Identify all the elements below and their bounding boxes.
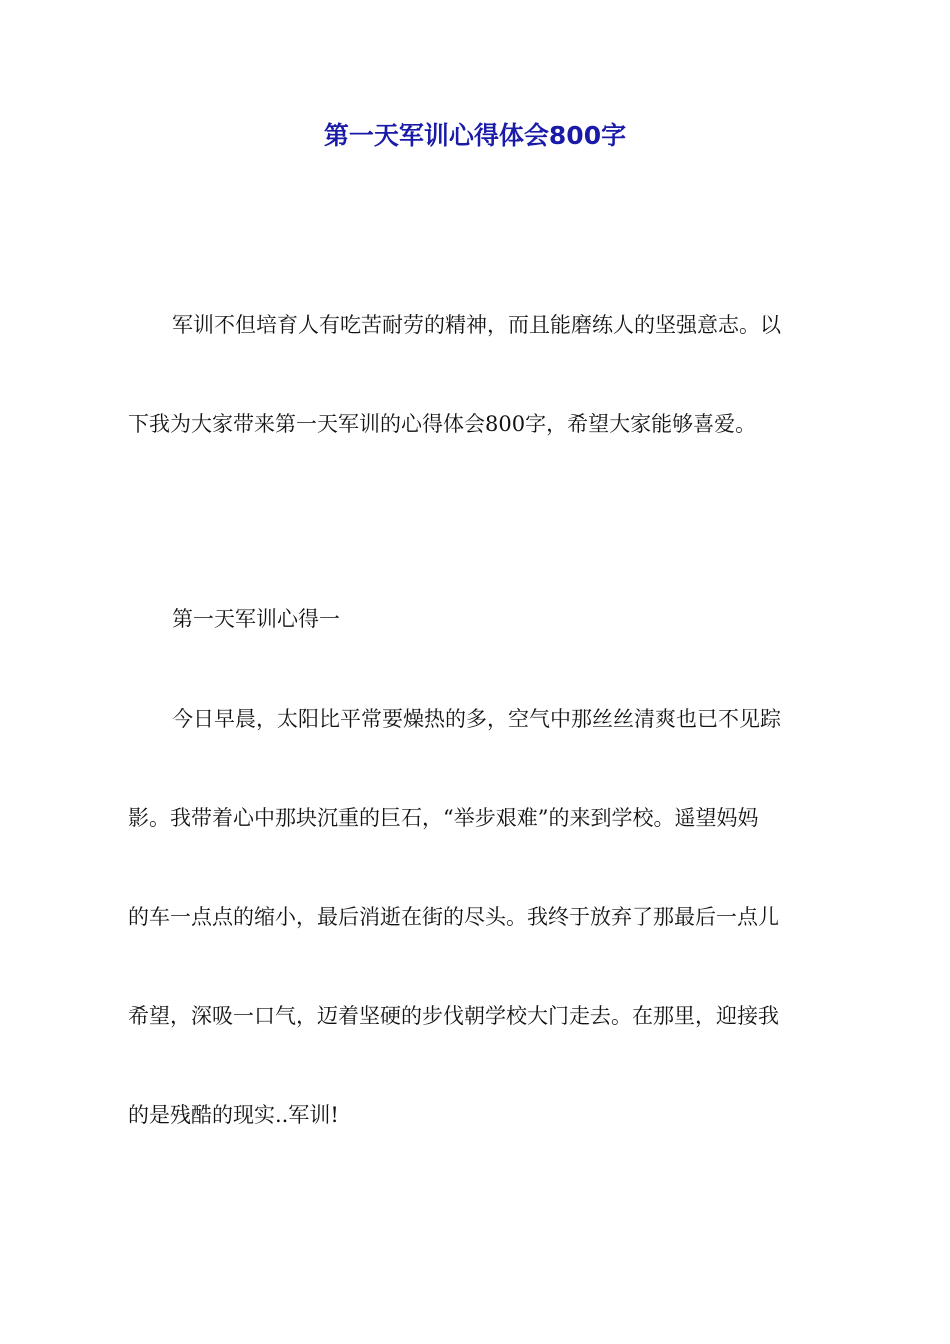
document-title: 第一天军训心得体会800字 xyxy=(323,121,627,150)
section-line-2: 影。我带着心中那块沉重的巨石，“举步艰难”的来到学校。遥望妈妈 xyxy=(128,806,759,830)
intro-line-2: 下我为大家带来第一天军训的心得体会800字，希望大家能够喜爱。 xyxy=(128,412,757,436)
section-line-4: 希望，深吸一口气，迈着坚硬的步伐朝学校大门走去。在那里，迎接我 xyxy=(128,1004,779,1028)
section-line-1: 今日早晨，太阳比平常要燥热的多，空气中那丝丝清爽也已不见踪 xyxy=(172,707,781,731)
section-paragraph xyxy=(128,670,828,1165)
intro-line-1: 军训不但培育人有吃苦耐劳的精神，而且能磨练人的坚强意志。以 xyxy=(172,313,781,337)
section-heading: 第一天军训心得一 xyxy=(172,607,340,631)
intro-paragraph xyxy=(128,276,828,474)
section-line-5: 的是残酷的现实..军训! xyxy=(128,1103,339,1127)
section-line-3: 的车一点点的缩小，最后消逝在街的尽头。我终于放弃了那最后一点儿 xyxy=(128,905,779,929)
section-heading-block xyxy=(128,570,828,669)
